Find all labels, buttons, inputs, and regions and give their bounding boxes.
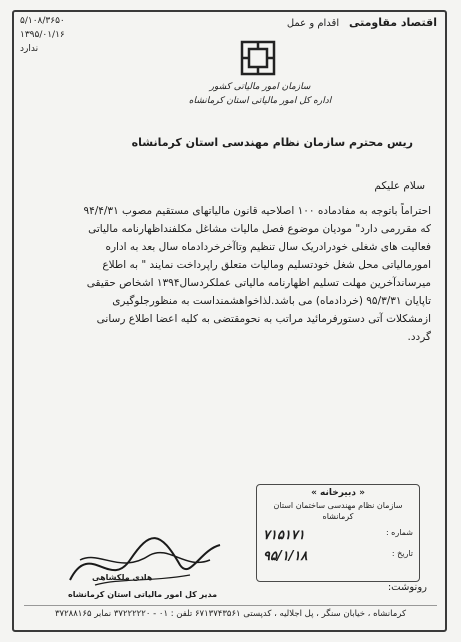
greeting: سلام علیکم [374, 180, 425, 192]
body-line: فعالیت های شغلی خودرادریک سال تنظیم وتاآخرخردادماه سال بعد به اداره [105, 241, 431, 253]
tax-organization-logo-icon [238, 38, 278, 78]
stamp-organization: سازمان نظام مهندسی ساختمان استان کرمانشاه [273, 501, 403, 521]
body-line: که مقررمی دارد" مودیان موضوع فصل مالیات مشاغل مکلفنداظهارنامه مالیاتی [88, 223, 431, 235]
body-line: گردد. [407, 331, 431, 343]
handwritten-signature [60, 520, 230, 600]
body-line: احتراماً باتوجه به مفادماده ۱۰۰ اصلاحیه قانون مالیاتهای مستقیم مصوب ۹۴/۴/۳۱ [83, 205, 431, 217]
organization-line-1: سازمان امور مالیاتی کشور [209, 82, 311, 92]
stamp-number-row [263, 528, 413, 543]
slogan-text: اقتصاد مقاومتی [348, 16, 437, 29]
organization-header [180, 80, 340, 108]
recipient-line: ریس محترم سازمان نظام مهندسی استان کرمانشاه [131, 136, 413, 149]
body-line: میرساندآخرین مهلت تسلیم اظهارنامه مالیاتی عملکردسال۱۳۹۴ اشخاص حقیقی [86, 277, 431, 289]
secretariat-stamp [256, 484, 420, 582]
stamp-date-label: تاریخ : [391, 549, 413, 558]
stamp-date-value: ۹۵/۱/۱۸ [263, 549, 308, 564]
letter-body [24, 202, 431, 346]
body-line: تاپایان ۹۵/۳/۳۱ (خردادماه) می باشد.لذاخواهشمنداست به منظورجلوگیری [112, 295, 431, 307]
stamp-number-label: شماره : [385, 528, 413, 537]
slogan [287, 16, 437, 29]
body-line: امورمالیاتی محل شغل خودتسلیم ومالیات متعلق راپرداخت نمایند " به اطلاع [102, 259, 431, 271]
stamp-date-row [263, 549, 413, 564]
reference-block [20, 14, 80, 56]
reference-date: ۱۳۹۵/۰۱/۱۶ [20, 30, 65, 40]
stamp-title: « دبیرخانه » [311, 488, 365, 498]
signatory-title: مدیر کل امور مالیاتی استان کرمانشاه [68, 590, 218, 599]
organization-line-2: اداره کل امور مالیاتی استان کرمانشاه [188, 96, 332, 106]
cc-label: رونوشت: [387, 582, 427, 593]
body-line: ازمشکلات آتی دستورفرمائید مراتب به نحومقتضی به کلیه اعضا اطلاع رسانی [96, 313, 431, 325]
attachment-value: ندارد [20, 44, 39, 54]
slogan-tail: اقدام و عمل [286, 18, 340, 29]
reference-number: ۵/۱۰۸/۳۶۵۰ [20, 16, 65, 26]
stamp-number-value: ۷۱۵۱۷۱ [263, 528, 305, 543]
signatory-name: هادی ملکشاهی [92, 573, 153, 582]
footer-address: کرمانشاه ، خیابان سنگر ، پل اجلالیه ، کدپستی ۶۷۱۳۷۴۳۵۶۱ تلفن : ۰۱ - ۳۷۲۲۲۲۲۰ نمابر ۳۷۲۸۸۱۶۵ [24, 605, 437, 619]
